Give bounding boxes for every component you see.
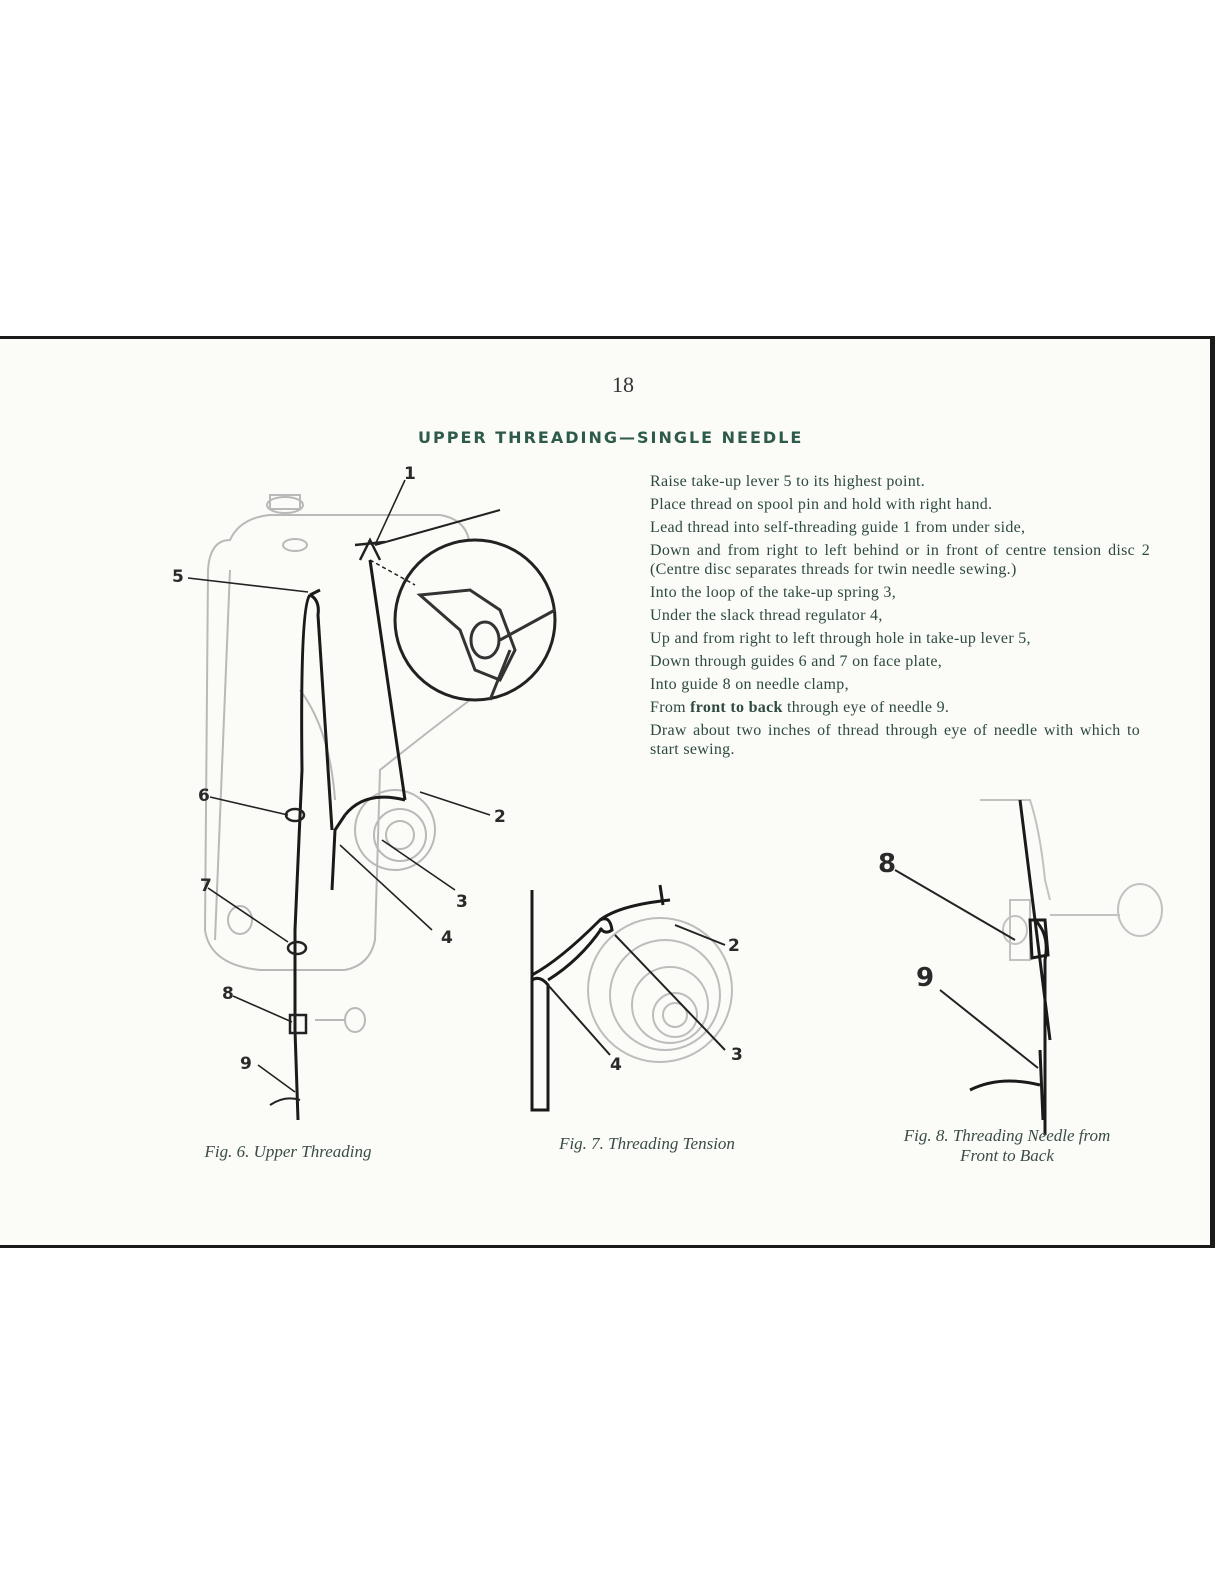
- fig6-callout-2: 2: [494, 807, 506, 827]
- step-6: Under the slack thread regulator 4,: [650, 607, 883, 624]
- fig8-callout-9: 9: [916, 963, 935, 993]
- fig6-callout-5: 5: [172, 567, 184, 587]
- fig6-callout-1: 1: [404, 464, 416, 484]
- step-3: Lead thread into self-threading guide 1 from under side,: [650, 519, 1026, 536]
- fig8-caption-line2: Front to Back: [960, 1146, 1054, 1165]
- fig6-callout-9: 9: [240, 1054, 252, 1074]
- instructions: [650, 470, 1150, 761]
- step-1: Raise take-up lever 5 to its highest point.: [650, 473, 926, 490]
- step-11: Draw about two inches of thread through eye of needle with which to start sewing.: [650, 722, 1140, 758]
- fig7-caption: Fig. 7. Threading Tension: [559, 1134, 735, 1153]
- fig7-callout-3: 3: [731, 1045, 743, 1065]
- fig7-callout-4: 4: [610, 1055, 622, 1075]
- page-title: UPPER THREADING—SINGLE NEEDLE: [418, 428, 804, 447]
- step-9: Into guide 8 on needle clamp,: [650, 676, 849, 693]
- fig6-callout-4: 4: [441, 928, 453, 948]
- step-7: Up and from right to left through hole in take-up lever 5,: [650, 630, 1031, 647]
- page-number: 18: [612, 372, 634, 397]
- fig7-illustration: [520, 880, 760, 1120]
- fig6-illustration: [170, 470, 550, 1130]
- step-4: Down and from right to left behind or in front of centre tension disc 2 (Centre disc separates threads for twin needle sewing.): [650, 542, 1150, 578]
- step-10-bold: front to back: [690, 699, 783, 716]
- fig7-callout-2: 2: [728, 936, 740, 956]
- step-8: Down through guides 6 and 7 on face plate,: [650, 653, 943, 670]
- fig6-callout-6: 6: [198, 786, 210, 806]
- step-10-c: through eye of needle 9.: [782, 699, 950, 716]
- fig8-illustration: [880, 790, 1180, 1130]
- fig8-callout-8: 8: [878, 849, 897, 879]
- step-10-a: From: [650, 699, 691, 716]
- fig6-callout-3: 3: [456, 892, 468, 912]
- fig6-callout-7: 7: [200, 876, 212, 896]
- step-10: [650, 696, 1150, 719]
- fig6-caption: Fig. 6. Upper Threading: [204, 1142, 372, 1161]
- fig6-callout-8: 8: [222, 984, 234, 1004]
- fig8-caption-line1: Fig. 8. Threading Needle from: [903, 1126, 1111, 1145]
- step-2: Place thread on spool pin and hold with right hand.: [650, 496, 993, 513]
- step-5: Into the loop of the take-up spring 3,: [650, 584, 897, 601]
